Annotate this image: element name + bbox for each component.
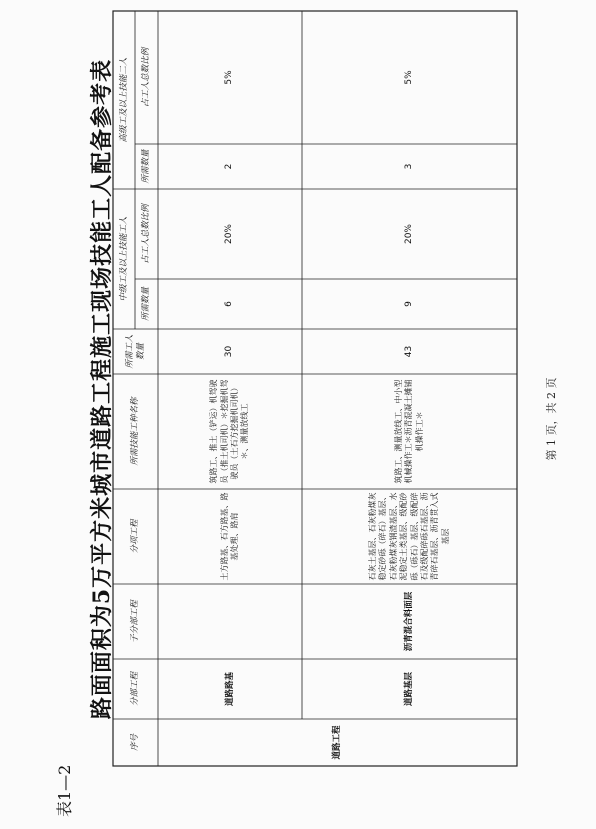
- header-division: 分部工程: [130, 672, 141, 707]
- row2-mid-count: 9: [403, 301, 414, 307]
- seq-road-engineering: 道路工程: [332, 725, 343, 760]
- row1-subdivision: [158, 584, 302, 659]
- row1-mid-pct: 20%: [224, 224, 235, 245]
- header-seq: 序号: [130, 734, 141, 752]
- header-mid-group: 中级工及以上技能工人: [118, 216, 129, 302]
- document-title: 路面面积为5万平方米城市道路工程施工现场技能工人配备参考表: [89, 58, 115, 720]
- header-high-count: 所需数量: [141, 149, 152, 184]
- row2-high-count: 3: [403, 163, 414, 170]
- row1-high-count: 2: [224, 163, 235, 170]
- row2-workers: 43: [403, 345, 414, 358]
- header-trades: 所需技能工种名称: [130, 397, 141, 466]
- row1-high-pct: 5%: [224, 70, 235, 85]
- row2-item: 石灰土基层、石灰粉煤灰稳定砂砾（碎石）基层、石灰粉煤灰钢渣基层、水泥稳定土类基层、级配砂砾（砾石）基层、级配碎石及级配碎砾石基层、沥青碎石基层、沥青贯入式基层: [367, 492, 450, 581]
- row1-trades: 筑路工、推土（铲运）机驾驶员（推土机司机）＊挖掘机驾驶员（土石方挖掘机司机）＊、测量放线工: [209, 379, 250, 484]
- row2-mid-pct: 20%: [403, 224, 414, 245]
- header-item: 分项工程: [130, 519, 141, 554]
- header-subdivision: 子分部工程: [130, 600, 141, 643]
- row2-high-pct: 5%: [403, 70, 414, 85]
- row2-division: 道路基层: [404, 672, 415, 707]
- row2-subdivision: 沥青混合料面层: [404, 591, 415, 652]
- row2-trades: 筑路工、测量放线工、中小型机械操作工＊沥青混凝土摊铺机操作工＊: [393, 379, 424, 484]
- row1-workers: 30: [224, 345, 235, 358]
- row1-mid-count: 6: [224, 301, 235, 307]
- table-number: 表1—2: [55, 764, 74, 817]
- header-mid-pct: 占工人总数比例: [141, 204, 152, 264]
- page-footer: 第 1 页，共 2 页: [545, 377, 558, 461]
- header-high-pct: 占工人总数比例: [141, 47, 152, 108]
- row1-division: 道路路基: [224, 672, 235, 707]
- header-workers: 所需工人数量: [124, 334, 146, 369]
- row1-item: 土方路基、石方路基、路基处理、路肩: [219, 492, 239, 581]
- header-high-group: 高级工及以上技能二人: [118, 57, 129, 143]
- header-mid-count: 所需数量: [141, 287, 152, 322]
